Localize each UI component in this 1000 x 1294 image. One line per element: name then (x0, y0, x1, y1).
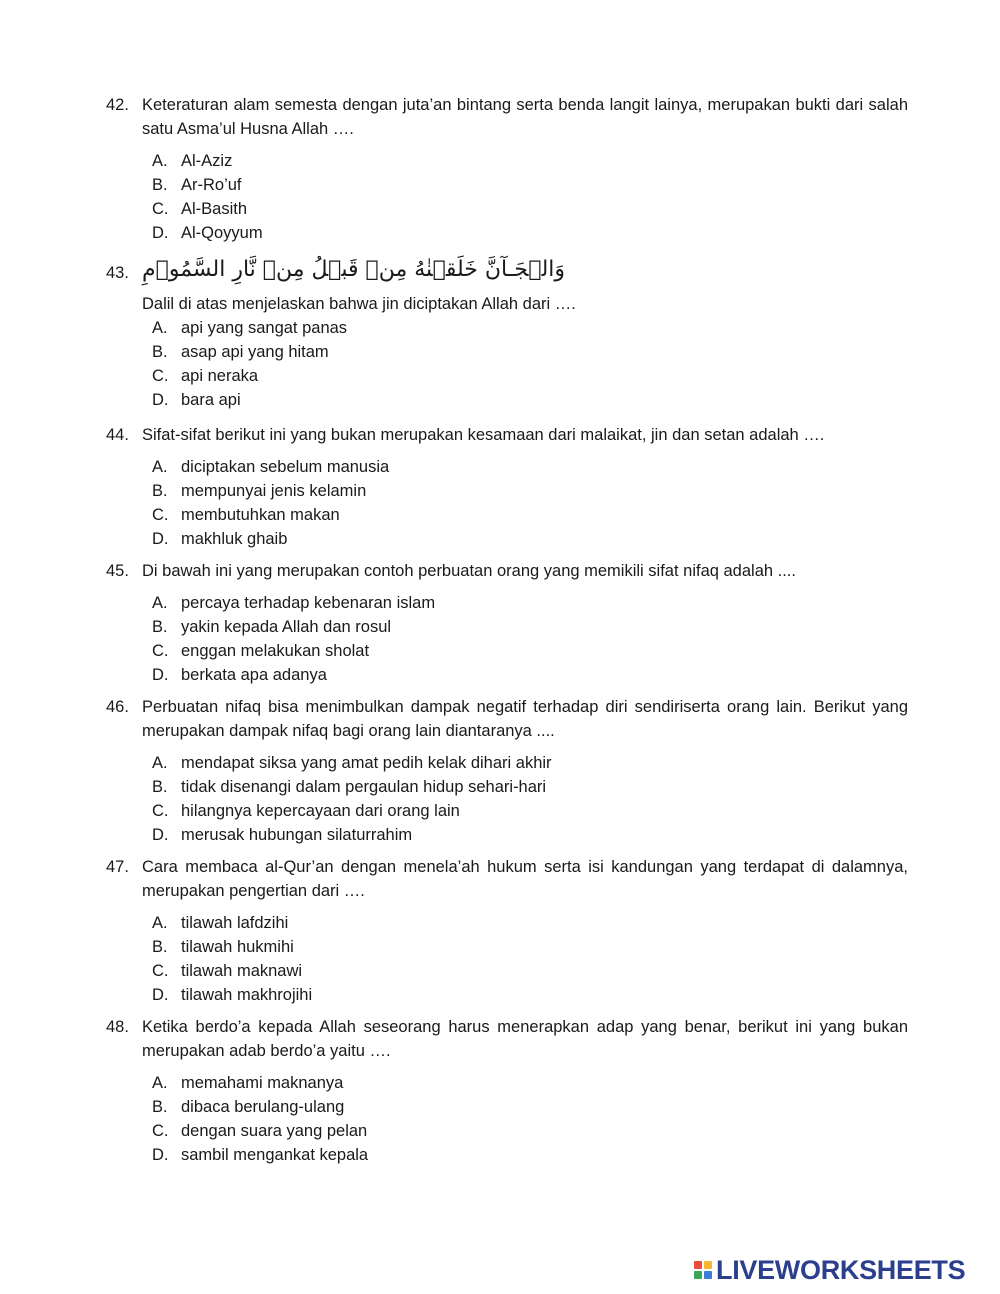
option-text: sambil mengankat kepala (181, 1146, 369, 1164)
option-letter: A. (152, 1074, 168, 1092)
option-letter: A. (152, 754, 168, 772)
option-b[interactable] (152, 479, 908, 503)
option-text: memahami maknanya (181, 1074, 344, 1092)
option-b[interactable] (152, 173, 908, 197)
option-b[interactable] (152, 935, 908, 959)
option-a[interactable] (152, 751, 908, 775)
option-text: Ar-Ro’uf (181, 176, 242, 194)
option-d[interactable] (152, 983, 908, 1007)
option-letter: D. (152, 530, 169, 548)
option-letter: A. (152, 594, 168, 612)
option-text: tilawah maknawi (181, 962, 303, 980)
logo-square-2 (704, 1261, 712, 1269)
arabic-verse: وَالۡجَـآنَّ خَلَقۡنٰهُ مِنۡ قَبۡلُ مِنۡ نَّارِ السَّمُوۡمِ (142, 256, 566, 282)
question-43 (106, 252, 908, 412)
option-letter: C. (152, 642, 169, 660)
question-48 (106, 1015, 908, 1167)
option-c[interactable] (152, 503, 908, 527)
option-a[interactable] (152, 316, 908, 340)
option-a[interactable] (152, 1071, 908, 1095)
option-letter: D. (152, 986, 169, 1004)
question-number: 43. (106, 263, 129, 282)
option-letter: C. (152, 506, 169, 524)
option-letter: D. (152, 1146, 169, 1164)
question-46 (106, 695, 908, 847)
option-letter: D. (152, 826, 169, 844)
option-letter: C. (152, 962, 169, 980)
option-letter: C. (152, 802, 169, 820)
option-d[interactable] (152, 1143, 908, 1167)
option-letter: C. (152, 200, 169, 218)
option-b[interactable] (152, 1095, 908, 1119)
question-text: Perbuatan nifaq bisa menimbulkan dampak negatif terhadap diri sendiriserta orang lain. Berikut yang merupakan dampak nifaq bagi orang lain diantaranya .... (142, 698, 908, 740)
question-number: 42. (106, 96, 129, 114)
option-letter: D. (152, 666, 169, 684)
option-text: diciptakan sebelum manusia (181, 458, 390, 476)
question-number: 48. (106, 1018, 129, 1036)
option-text: percaya terhadap kebenaran islam (181, 594, 436, 612)
option-text: Al-Qoyyum (181, 224, 263, 242)
option-text: tilawah hukmihi (181, 938, 294, 956)
option-a[interactable] (152, 591, 908, 615)
option-letter: C. (152, 1122, 169, 1140)
liveworksheets-logo-icon (694, 1261, 712, 1279)
option-c[interactable] (152, 959, 908, 983)
logo-square-3 (694, 1271, 702, 1279)
question-42 (106, 93, 908, 245)
option-b[interactable] (152, 615, 908, 639)
question-text: Ketika berdo’a kepada Allah seseorang harus menerapkan adap yang benar, berikut ini yang bukan merupakan adab berdo’a yaitu …. (142, 1018, 908, 1060)
option-letter: D. (152, 224, 169, 242)
option-d[interactable] (152, 823, 908, 847)
option-text: tilawah makhrojihi (181, 986, 313, 1004)
option-c[interactable] (152, 1119, 908, 1143)
option-text: membutuhkan makan (181, 506, 340, 524)
option-text: api yang sangat panas (181, 319, 348, 337)
option-letter: B. (152, 1098, 168, 1116)
logo-text: LIVEWORKSHEETS (716, 1255, 966, 1285)
option-letter: A. (152, 152, 168, 170)
option-d[interactable] (152, 388, 908, 412)
option-d[interactable] (152, 663, 908, 687)
option-d[interactable] (152, 527, 908, 551)
option-c[interactable] (152, 799, 908, 823)
option-text: dengan suara yang pelan (181, 1122, 368, 1140)
question-text: Dalil di atas menjelaskan bahwa jin diciptakan Allah dari …. (142, 295, 576, 313)
option-letter: B. (152, 482, 168, 500)
option-letter: B. (152, 343, 168, 361)
option-letter: A. (152, 458, 168, 476)
option-letter: A. (152, 319, 168, 337)
logo-square-4 (704, 1271, 712, 1279)
option-b[interactable] (152, 775, 908, 799)
option-text: Al-Basith (181, 200, 248, 218)
option-letter: B. (152, 778, 168, 796)
option-text: tidak disenangi dalam pergaulan hidup sehari-hari (181, 778, 547, 796)
option-text: berkata apa adanya (181, 666, 327, 684)
question-text: Cara membaca al-Qur’an dengan menela’ah hukum serta isi kandungan yang terdapat di dalamnya, merupakan pengertian dari …. (142, 858, 908, 900)
option-text: dibaca berulang-ulang (181, 1098, 345, 1116)
option-letter: C. (152, 367, 169, 385)
option-b[interactable] (152, 340, 908, 364)
option-text: bara api (181, 391, 241, 409)
option-text: enggan melakukan sholat (181, 642, 370, 660)
option-text: asap api yang hitam (181, 343, 329, 361)
option-c[interactable] (152, 639, 908, 663)
option-a[interactable] (152, 911, 908, 935)
question-47 (106, 855, 908, 1007)
liveworksheets-logo[interactable] (694, 1256, 965, 1284)
option-a[interactable] (152, 455, 908, 479)
question-number: 44. (106, 426, 129, 444)
question-text: Keteraturan alam semesta dengan juta’an bintang serta benda langit lainya, merupakan bukti dari salah satu Asma’ul Husna Allah …. (142, 96, 908, 138)
question-number: 45. (106, 562, 129, 580)
question-44 (106, 423, 908, 551)
option-text: mempunyai jenis kelamin (181, 482, 367, 500)
logo-square-1 (694, 1261, 702, 1269)
option-text: tilawah lafdzihi (181, 914, 289, 932)
option-letter: B. (152, 176, 168, 194)
question-45 (106, 559, 908, 687)
question-text: Di bawah ini yang merupakan contoh perbuatan orang yang memikili sifat nifaq adalah .... (142, 562, 796, 580)
option-a[interactable] (152, 149, 908, 173)
question-text: Sifat-sifat berikut ini yang bukan merupakan kesamaan dari malaikat, jin dan setan adalah …. (142, 426, 825, 444)
option-text: hilangnya kepercayaan dari orang lain (181, 802, 460, 820)
option-letter: D. (152, 391, 169, 409)
option-text: yakin kepada Allah dan rosul (181, 618, 392, 636)
question-number: 46. (106, 698, 129, 716)
option-text: api neraka (181, 367, 259, 385)
option-text: Al-Aziz (181, 152, 233, 170)
option-letter: B. (152, 618, 168, 636)
option-letter: A. (152, 914, 168, 932)
option-text: mendapat siksa yang amat pedih kelak dihari akhir (181, 754, 552, 772)
option-letter: B. (152, 938, 168, 956)
option-d[interactable] (152, 221, 908, 245)
option-text: merusak hubungan silaturrahim (181, 826, 413, 844)
option-text: makhluk ghaib (181, 530, 288, 548)
question-number: 47. (106, 858, 129, 876)
option-c[interactable] (152, 364, 908, 388)
option-c[interactable] (152, 197, 908, 221)
